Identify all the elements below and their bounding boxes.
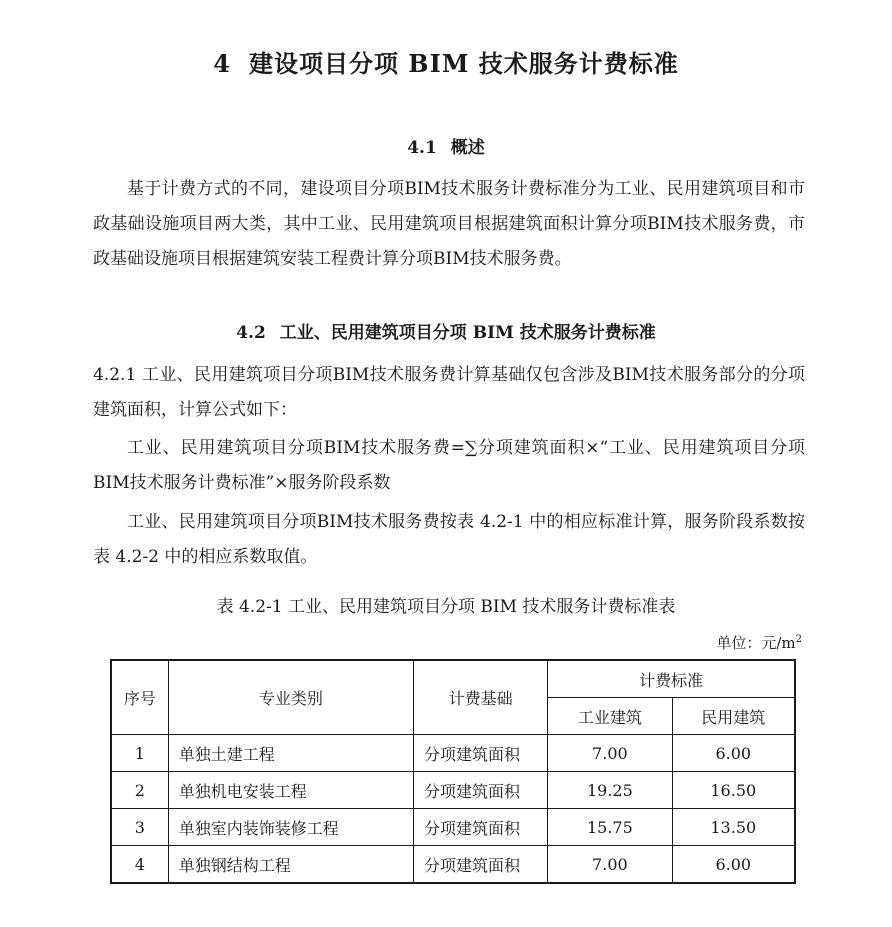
header-civil: 民用建筑 bbox=[672, 698, 795, 735]
chapter-heading bbox=[0, 44, 892, 79]
note-paragraph: 工业、民用建筑项目分项BIM技术服务费按表 4.2-1 中的相应标准计算，服务阶段系数按表 4.2-2 中的相应系数取值。 bbox=[93, 512, 805, 567]
cell-base: 分项建筑面积 bbox=[414, 772, 548, 809]
cell-civil: 13.50 bbox=[672, 809, 795, 846]
section-4-2-title: 工业、民用建筑项目分项 BIM 技术服务计费标准 bbox=[279, 323, 656, 343]
header-industrial: 工业建筑 bbox=[548, 698, 672, 735]
header-standard: 计费标准 bbox=[548, 660, 795, 698]
table-row bbox=[111, 846, 795, 884]
cell-type: 单独室内装饰装修工程 bbox=[168, 809, 413, 846]
cell-industrial: 19.25 bbox=[548, 772, 672, 809]
unit-label bbox=[716, 632, 802, 653]
section-4-1-heading bbox=[0, 133, 892, 158]
cell-no: 4 bbox=[111, 846, 168, 884]
cell-industrial: 15.75 bbox=[548, 809, 672, 846]
chapter-number: 4 bbox=[213, 49, 231, 78]
overview-paragraph: 基于计费方式的不同，建设项目分项BIM技术服务计费标准分为工业、民用建筑项目和市政基础设施项目两大类，其中工业、民用建筑项目根据建筑面积计算分项BIM技术服务费，市政基础设施项目根据建筑安装工程费计算分项BIM技术服务费。 bbox=[93, 179, 805, 269]
cell-type: 单独土建工程 bbox=[168, 735, 413, 772]
cell-base: 分项建筑面积 bbox=[414, 735, 548, 772]
section-4-1-title: 概述 bbox=[450, 138, 485, 158]
table-row bbox=[111, 772, 795, 809]
formula-paragraph: 工业、民用建筑项目分项BIM技术服务费=∑分项建筑面积×“工业、民用建筑项目分项BIM技术服务计费标准”×服务阶段系数 bbox=[93, 438, 805, 493]
cell-base: 分项建筑面积 bbox=[414, 846, 548, 884]
header-type: 专业类别 bbox=[168, 660, 413, 735]
cell-no: 3 bbox=[111, 809, 168, 846]
cell-industrial: 7.00 bbox=[548, 846, 672, 884]
cell-civil: 6.00 bbox=[672, 846, 795, 884]
section-4-2-heading bbox=[0, 318, 892, 343]
clause-4-2-1: 4.2.1 工业、民用建筑项目分项BIM技术服务费计算基础仅包含涉及BIM技术服务部分的分项建筑面积，计算公式如下： bbox=[93, 365, 805, 420]
table-row bbox=[111, 735, 795, 772]
cell-industrial: 7.00 bbox=[548, 735, 672, 772]
table-row bbox=[111, 809, 795, 846]
cell-no: 2 bbox=[111, 772, 168, 809]
header-base: 计费基础 bbox=[414, 660, 548, 735]
cell-civil: 6.00 bbox=[672, 735, 795, 772]
fee-standard-table bbox=[110, 659, 796, 884]
header-no: 序号 bbox=[111, 660, 168, 735]
cell-type: 单独机电安装工程 bbox=[168, 772, 413, 809]
cell-no: 1 bbox=[111, 735, 168, 772]
chapter-title: 建设项目分项 BIM 技术服务计费标准 bbox=[248, 49, 679, 78]
cell-base: 分项建筑面积 bbox=[414, 809, 548, 846]
cell-type: 单独钢结构工程 bbox=[168, 846, 413, 884]
unit-superscript: 2 bbox=[795, 634, 802, 645]
table-caption: 表 4.2-1 工业、民用建筑项目分项 BIM 技术服务计费标准表 bbox=[216, 597, 676, 617]
section-4-1-number: 4.1 bbox=[407, 138, 437, 158]
cell-civil: 16.50 bbox=[672, 772, 795, 809]
unit-text: 单位：元/m bbox=[716, 634, 796, 652]
section-4-2-number: 4.2 bbox=[236, 323, 266, 343]
